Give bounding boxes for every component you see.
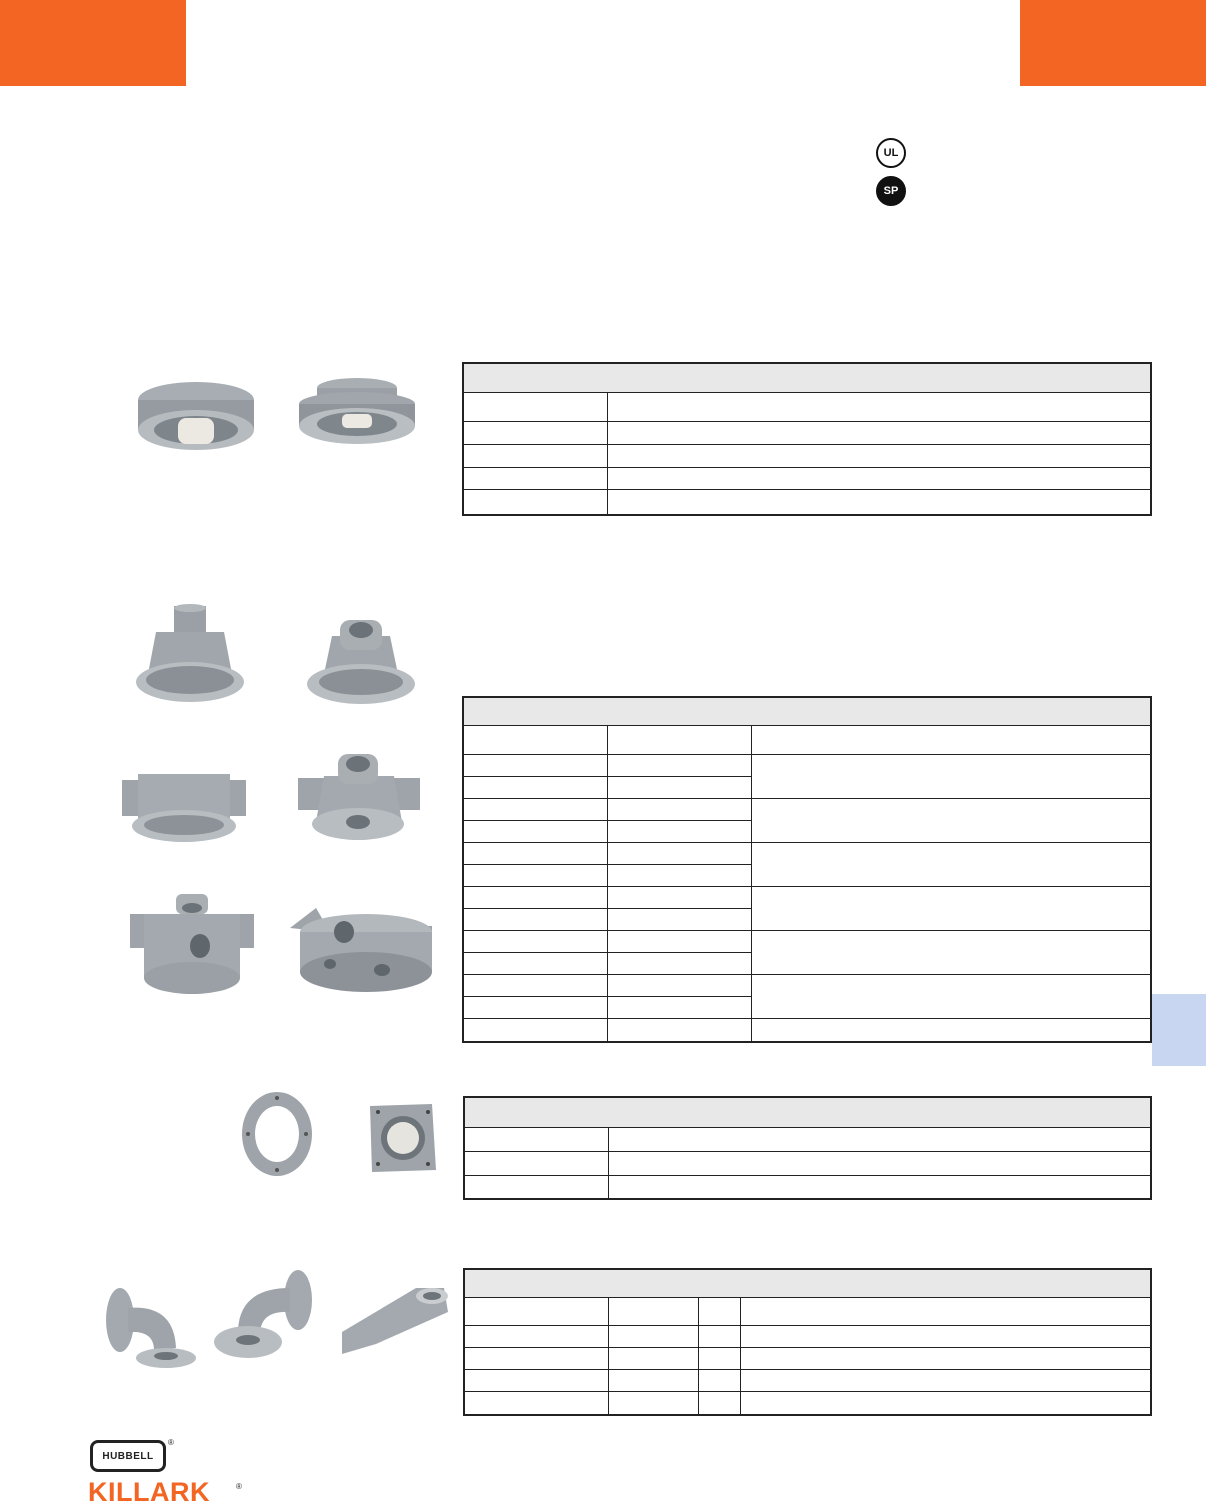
table-cell (608, 1127, 1151, 1151)
table-cell (464, 1127, 608, 1151)
table-row (463, 974, 1151, 996)
table-cell (463, 467, 607, 490)
table-cell (608, 1369, 698, 1391)
table-header-cell (463, 363, 1151, 392)
table-cell (607, 864, 751, 886)
table-cell (607, 467, 1151, 490)
mounting-hood-photo-6 (286, 906, 436, 998)
table-cell (463, 974, 607, 996)
table-row (464, 1297, 1151, 1325)
lampholder-adapter-photo-1 (136, 378, 256, 458)
table-cell (463, 392, 607, 421)
table-cell (607, 952, 751, 974)
table-cell (607, 490, 1151, 515)
table-cell (751, 725, 1151, 754)
table-cell (740, 1347, 1151, 1369)
table-header-row (464, 1269, 1151, 1297)
table-cell (607, 842, 751, 864)
table-header-row (463, 363, 1151, 392)
table-cell (464, 1391, 608, 1415)
table-cell (607, 444, 1151, 467)
table-row (463, 444, 1151, 467)
table-cell (463, 820, 607, 842)
table-cell (607, 754, 751, 776)
table-cell (607, 392, 1151, 421)
header-tab-left (0, 0, 186, 86)
mounting-hood-photo-4 (296, 752, 422, 842)
table-row (463, 886, 1151, 908)
table-cell (463, 444, 607, 467)
table-cell (463, 996, 607, 1018)
table-merged-cell (751, 930, 1151, 974)
table-cell (698, 1391, 740, 1415)
spec-table-4 (463, 1268, 1152, 1416)
table-row (464, 1127, 1151, 1151)
table-merged-cell (751, 842, 1151, 886)
table-header-row (464, 1097, 1151, 1127)
killark-registered-mark: ® (236, 1482, 242, 1491)
hubbell-registered-mark: ® (168, 1438, 174, 1447)
hubbell-logo-text: HUBBELL (102, 1450, 154, 1462)
table-cell (463, 754, 607, 776)
spec-table-1 (462, 362, 1152, 516)
table-cell (464, 1325, 608, 1347)
table-row (463, 490, 1151, 515)
table-row (464, 1151, 1151, 1175)
table-cell (607, 930, 751, 952)
square-mounting-plate-photo (366, 1102, 438, 1174)
ul-listed-icon (876, 138, 906, 168)
table-row (463, 1018, 1151, 1042)
table-cell (463, 490, 607, 515)
table-cell (607, 1018, 751, 1042)
table-cell (740, 1297, 1151, 1325)
table-cell (463, 864, 607, 886)
table-row (463, 725, 1151, 754)
table-cell (608, 1391, 698, 1415)
ul-mark: UL (883, 147, 899, 159)
mounting-hood-photo-5 (128, 894, 256, 996)
table-header-cell (464, 1097, 1151, 1127)
table-cell (608, 1175, 1151, 1199)
table-cell (607, 776, 751, 798)
table-merged-cell (751, 974, 1151, 1018)
table-cell (607, 886, 751, 908)
table-cell (698, 1347, 740, 1369)
table-cell (464, 1369, 608, 1391)
table-cell (740, 1391, 1151, 1415)
table-row (463, 842, 1151, 864)
spec-table-2 (462, 696, 1152, 1043)
table-cell (608, 1325, 698, 1347)
hubbell-logo (90, 1440, 166, 1472)
header-tab-right (1020, 0, 1206, 86)
table-cell (607, 908, 751, 930)
table-header-cell (464, 1269, 1151, 1297)
spec-table-3 (463, 1096, 1152, 1200)
table-row (464, 1175, 1151, 1199)
wall-bracket-photo-3 (336, 1282, 456, 1364)
table-cell (464, 1151, 608, 1175)
table-row (464, 1391, 1151, 1415)
table-merged-cell (751, 798, 1151, 842)
table-cell (698, 1297, 740, 1325)
table-cell (463, 886, 607, 908)
table-cell (463, 908, 607, 930)
section-side-tab (1152, 994, 1206, 1066)
mounting-hood-photo-1 (134, 604, 246, 706)
table-cell (607, 996, 751, 1018)
table-row (463, 754, 1151, 776)
table-row (464, 1369, 1151, 1391)
table-cell (463, 776, 607, 798)
table-cell (608, 1347, 698, 1369)
table-cell (607, 820, 751, 842)
mounting-hood-photo-3 (120, 770, 248, 844)
table-cell (463, 798, 607, 820)
table-row (463, 392, 1151, 421)
table-row (463, 467, 1151, 490)
table-merged-cell (751, 886, 1151, 930)
table-row (464, 1347, 1151, 1369)
table-cell (463, 421, 607, 444)
wall-bracket-photo-2 (210, 1270, 314, 1362)
table-cell (608, 1151, 1151, 1175)
table-cell (608, 1297, 698, 1325)
table-row (464, 1325, 1151, 1347)
table-cell (464, 1175, 608, 1199)
csa-mark: SP (883, 185, 899, 197)
lampholder-adapter-photo-2 (296, 374, 418, 454)
table-cell (607, 974, 751, 996)
killark-logo: KILLARK (88, 1477, 210, 1507)
mounting-ring-photo (240, 1090, 314, 1178)
table-header-row (463, 697, 1151, 725)
table-cell (463, 952, 607, 974)
table-cell (698, 1369, 740, 1391)
table-merged-cell (751, 754, 1151, 798)
table-cell (463, 930, 607, 952)
wall-bracket-photo-1 (104, 1278, 198, 1370)
table-cell (464, 1297, 608, 1325)
table-cell (698, 1325, 740, 1347)
table-header-cell (463, 697, 1151, 725)
table-cell (463, 725, 607, 754)
table-cell (740, 1325, 1151, 1347)
table-row (463, 421, 1151, 444)
table-cell (607, 421, 1151, 444)
table-row (463, 798, 1151, 820)
table-cell (463, 1018, 607, 1042)
mounting-hood-photo-2 (306, 618, 416, 706)
table-cell (740, 1369, 1151, 1391)
table-cell (751, 1018, 1151, 1042)
table-cell (464, 1347, 608, 1369)
table-cell (607, 725, 751, 754)
table-cell (607, 798, 751, 820)
csa-certified-icon (876, 176, 906, 206)
table-cell (463, 842, 607, 864)
table-row (463, 930, 1151, 952)
